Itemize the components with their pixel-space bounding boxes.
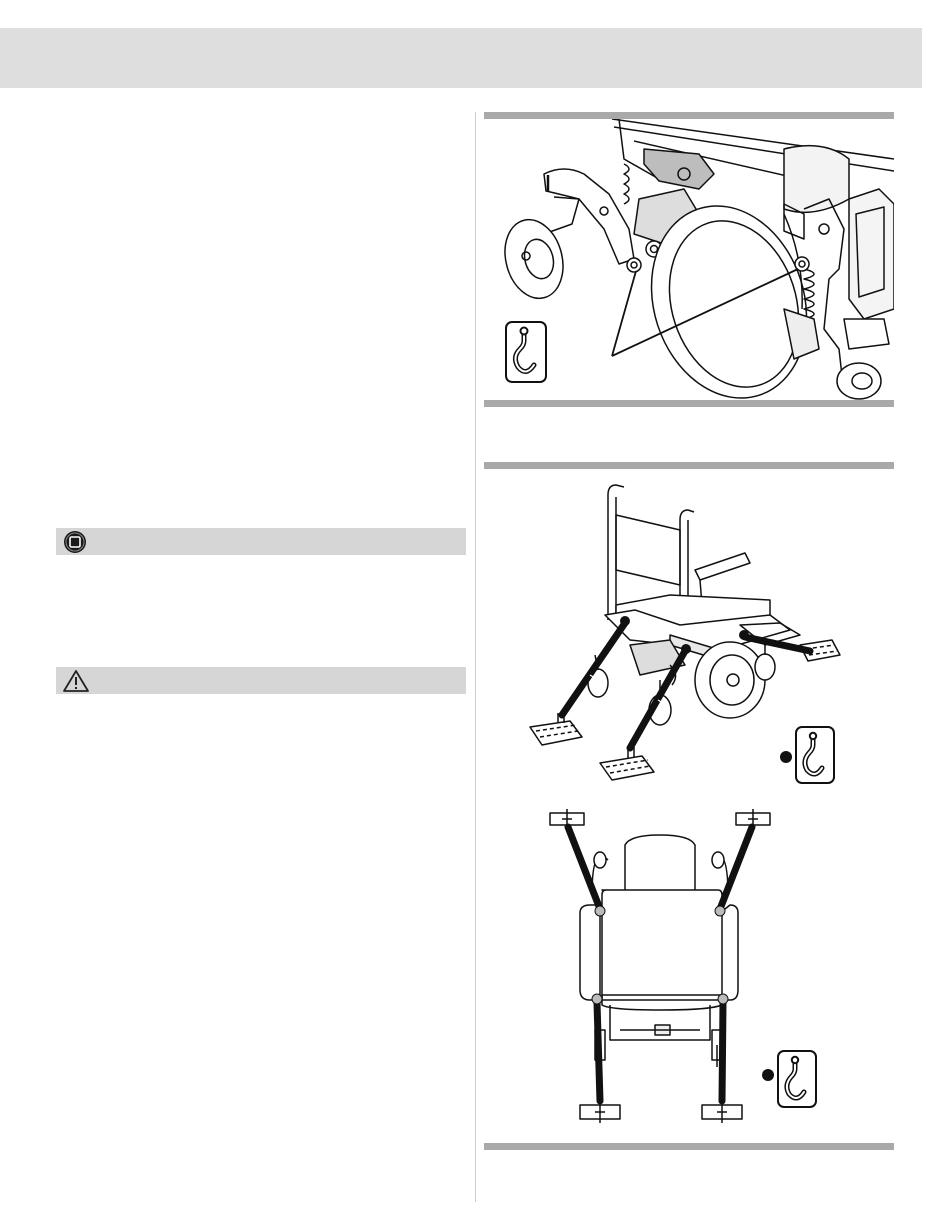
dot-marker-icon bbox=[762, 1069, 774, 1081]
figure-2-bottom-rule bbox=[484, 1143, 894, 1150]
figure-2-top-rule bbox=[484, 462, 894, 469]
note-notice-bar bbox=[56, 528, 466, 555]
warning-triangle-icon bbox=[62, 669, 90, 693]
figure-1-top-rule bbox=[484, 112, 894, 119]
figure-tiedown-points-closeup bbox=[484, 119, 894, 400]
dot-marker-icon bbox=[780, 751, 792, 763]
hook-icon bbox=[506, 322, 546, 382]
column-divider bbox=[475, 112, 476, 1202]
figure-1-bottom-rule bbox=[484, 400, 894, 407]
figure-tiedown-strap-top-view bbox=[540, 805, 840, 1127]
warning-notice-bar bbox=[56, 667, 466, 694]
figure-tiedown-strap-side-view bbox=[520, 475, 860, 795]
page-header-band bbox=[0, 28, 922, 88]
note-square-icon bbox=[62, 530, 88, 554]
hook-icon bbox=[796, 727, 834, 783]
hook-icon bbox=[778, 1051, 816, 1107]
